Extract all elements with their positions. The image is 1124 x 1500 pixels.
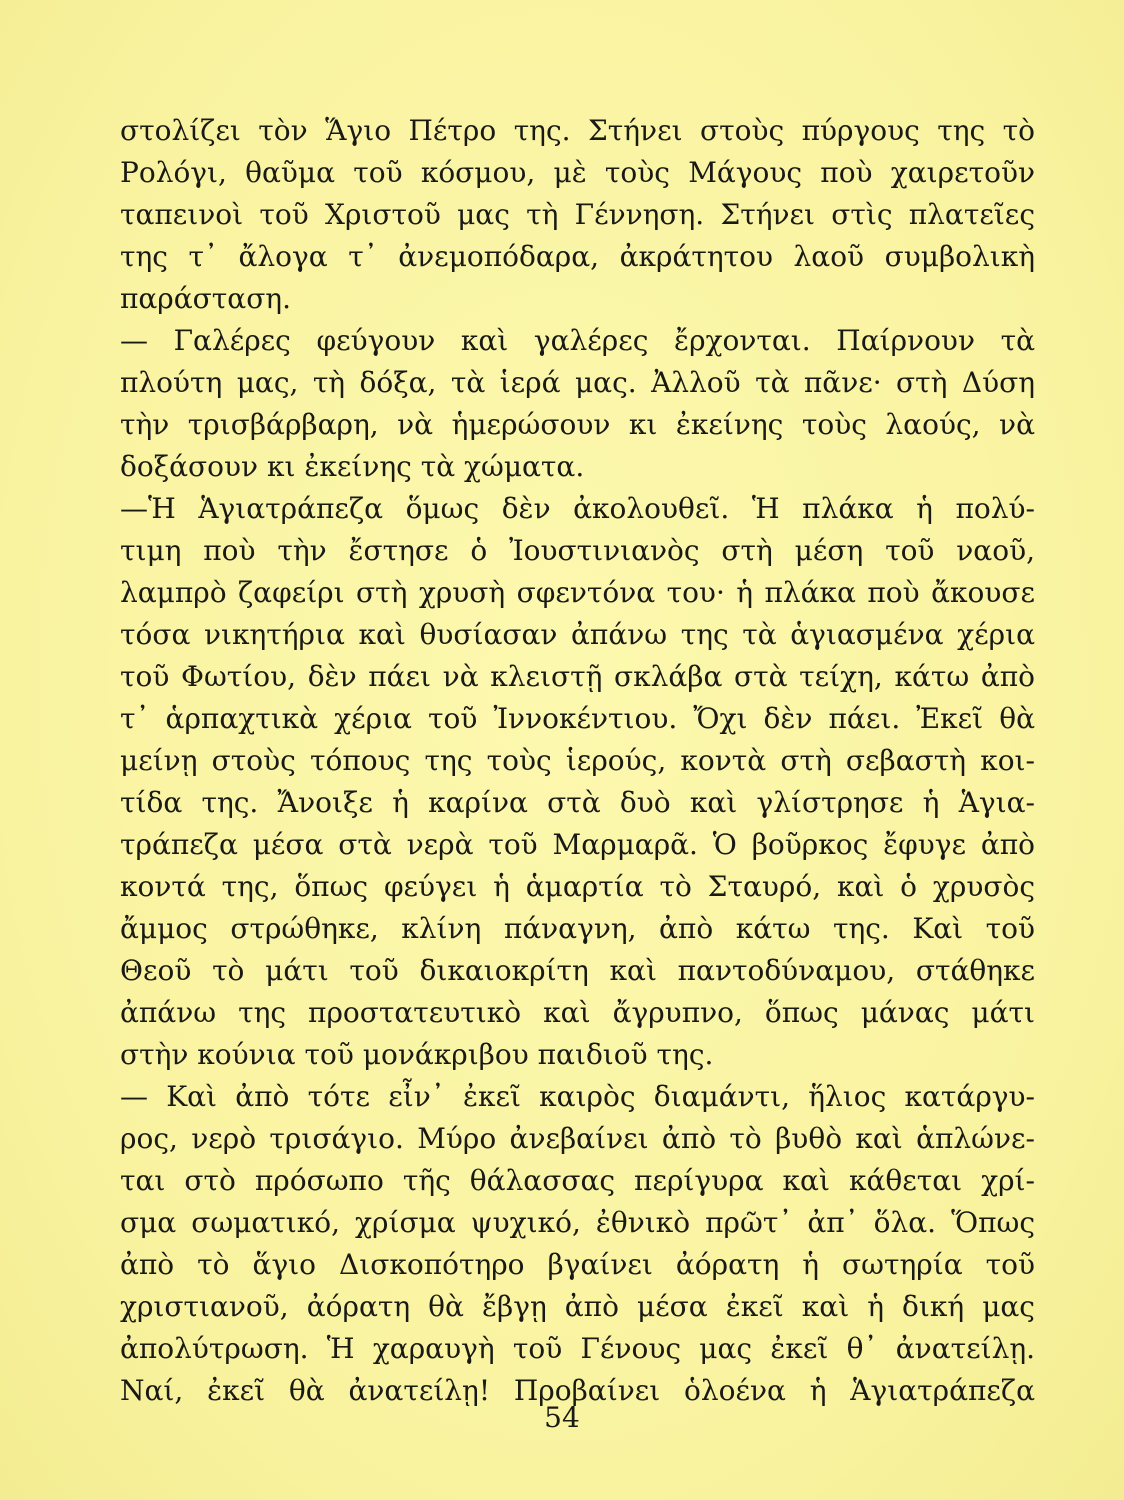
body-text <box>120 110 1035 1412</box>
text-line: χριστιανοῦ, ἀόρατη θὰ ἔβγῃ ἀπὸ μέσα ἐκεῖ καὶ ἡ δική μας <box>120 1290 1035 1323</box>
text-line: — Γαλέρες φεύγουν καὶ γαλέρες ἔρχονται. Παίρνουν τὰ <box>120 324 1035 357</box>
text-line: Θεοῦ τὸ μάτι τοῦ δικαιοκρίτη καὶ παντοδύναμου, στάθηκε <box>120 954 1035 987</box>
text-line: Ρολόγι, θαῦμα τοῦ κόσμου, μὲ τοὺς Μάγους ποὺ χαιρετοῦν <box>120 156 1035 189</box>
text-line: τὴν τρισβάρβαρη, νὰ ἡμερώσουν κι ἐκείνης τοὺς λαούς, νὰ <box>120 408 1035 441</box>
text-line: —Ἡ Ἁγιατράπεζα ὅμως δὲν ἀκολουθεῖ. Ἡ πλάκα ἡ πολύ- <box>120 492 1035 525</box>
text-line: πλούτη μας, τὴ δόξα, τὰ ἱερά μας. Ἀλλοῦ τὰ πᾶνε· στὴ Δύση <box>120 366 1035 399</box>
text-line: τίδα της. Ἄνοιξε ἡ καρίνα στὰ δυὸ καὶ γλίστρησε ἡ Ἁγια- <box>120 786 1035 819</box>
text-line: στὴν κούνια τοῦ μονάκριβου παιδιοῦ της. <box>120 1038 714 1071</box>
text-line: ται στὸ πρόσωπο τῆς θάλασσας περίγυρα καὶ κάθεται χρί- <box>120 1164 1035 1197</box>
text-line: της τ᾽ ἄλογα τ᾽ ἀνεμοπόδαρα, ἀκράτητου λαοῦ συμβολικὴ <box>120 240 1035 273</box>
text-line: ταπεινοὶ τοῦ Χριστοῦ μας τὴ Γέννηση. Στήνει στὶς πλατεῖες <box>120 198 1035 231</box>
text-line: ἄμμος στρώθηκε, κλίνη πάναγνη, ἀπὸ κάτω της. Καὶ τοῦ <box>120 912 1035 945</box>
text-line: δοξάσουν κι ἐκείνης τὰ χώματα. <box>120 450 585 483</box>
text-line: ἀπολύτρωση. Ἡ χαραυγὴ τοῦ Γένους μας ἐκεῖ θ᾽ ἀνατείλῃ. <box>120 1332 1035 1365</box>
text-line: μείνῃ στοὺς τόπους της τοὺς ἱερούς, κοντὰ στὴ σεβαστὴ κοι- <box>120 744 1035 777</box>
text-line: κοντά της, ὅπως φεύγει ἡ ἁμαρτία τὸ Σταυρό, καὶ ὁ χρυσὸς <box>120 870 1035 903</box>
text-line: παράσταση. <box>120 282 291 315</box>
text-line: σμα σωματικό, χρίσμα ψυχικό, ἐθνικὸ πρῶτ᾽ ἀπ᾽ ὅλα. Ὅπως <box>120 1206 1035 1239</box>
text-line: τοῦ Φωτίου, δὲν πάει νὰ κλειστῇ σκλάβα στὰ τείχη, κάτω ἀπὸ <box>120 660 1035 693</box>
text-line: τ᾽ ἁρπαχτικὰ χέρια τοῦ Ἰννοκέντιου. Ὄχι δὲν πάει. Ἐκεῖ θὰ <box>120 702 1035 735</box>
text-line: τόσα νικητήρια καὶ θυσίασαν ἀπάνω της τὰ ἁγιασμένα χέρια <box>120 618 1035 651</box>
page-number: 54 <box>544 1401 580 1434</box>
text-line: ἀπὸ τὸ ἅγιο Δισκοπότηρο βγαίνει ἀόρατη ἡ σωτηρία τοῦ <box>120 1248 1035 1281</box>
text-line: Ναί, ἐκεῖ θὰ ἀνατείλῃ! Προβαίνει ὁλοένα ἡ Ἁγιατράπεζα <box>120 1374 1035 1407</box>
text-line: στολίζει τὸν Ἅγιο Πέτρο της. Στήνει στοὺς πύργους της τὸ <box>120 114 1035 147</box>
text-line: ρος, νερὸ τρισάγιο. Μύρο ἀνεβαίνει ἀπὸ τὸ βυθὸ καὶ ἁπλώνε- <box>120 1122 1035 1155</box>
text-line: τιμη ποὺ τὴν ἔστησε ὁ Ἰουστινιανὸς στὴ μέση τοῦ ναοῦ, <box>120 534 1035 567</box>
text-line: λαμπρὸ ζαφείρι στὴ χρυσὴ σφεντόνα του· ἡ πλάκα ποὺ ἄκουσε <box>120 576 1035 609</box>
text-line: — Καὶ ἀπὸ τότε εἶν᾽ ἐκεῖ καιρὸς διαμάντι, ἥλιος κατάργυ- <box>120 1080 1035 1113</box>
text-line: τράπεζα μέσα στὰ νερὰ τοῦ Μαρμαρᾶ. Ὁ βοῦρκος ἔφυγε ἀπὸ <box>120 828 1035 861</box>
text-line: ἀπάνω της προστατευτικὸ καὶ ἄγρυπνο, ὅπως μάνας μάτι <box>120 996 1035 1029</box>
